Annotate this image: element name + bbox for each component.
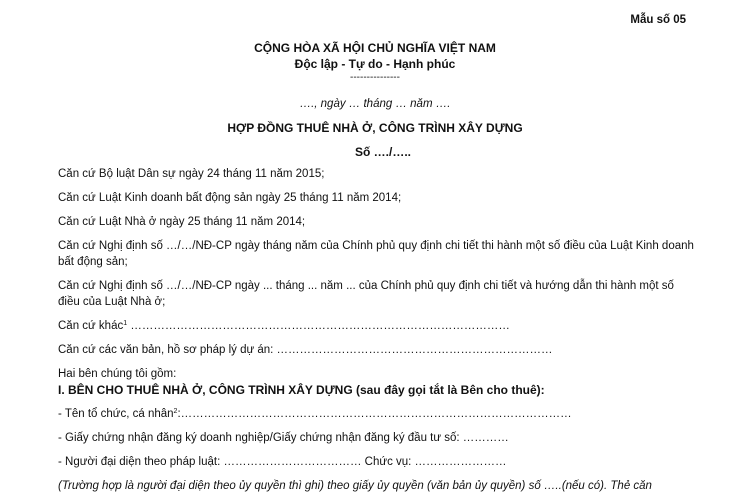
footnote-marker: 2 xyxy=(173,408,178,415)
lessor-organization-label: - Tên tổ chức, cá nhân xyxy=(58,408,174,420)
header-rule: --------------- xyxy=(350,72,400,83)
lessor-certificate: - Giấy chứng nhận đăng ký doanh nghiệp/Giấy chứng nhận đăng ký đầu tư số: ………… xyxy=(58,432,509,444)
basis-civil-code: Căn cứ Bộ luật Dân sự ngày 24 tháng 11 năm 2015; xyxy=(58,168,325,180)
lessor-representative: - Người đại diện theo pháp luật: ……………………………… Chức vụ: …………………… xyxy=(58,456,507,468)
basis-other-label: Căn cứ khác xyxy=(58,320,124,332)
form-code: Mẫu số 05 xyxy=(630,14,686,26)
national-motto: Độc lập - Tự do - Hạnh phúc xyxy=(294,57,456,71)
authorization-note: (Trường hợp là người đại diện theo ủy quyền thì ghi) theo giấy ủy quyền (văn bản ủy quyền) số …..(nếu có). Thẻ căn xyxy=(58,480,652,492)
lessor-organization-dots: :………………………………………………………………………………………… xyxy=(177,408,572,420)
republic-name: CỘNG HÒA XÃ HỘI CHỦ NGHĨA VIỆT NAM xyxy=(254,41,496,55)
footnote-marker: 1 xyxy=(123,320,128,327)
contract-number: Số …./….. xyxy=(354,145,411,159)
parties-intro: Hai bên chúng tôi gồm: xyxy=(58,368,177,380)
basis-other-dots: ……………………………………………………………………………………… xyxy=(130,320,510,332)
basis-other xyxy=(58,318,698,334)
document-body xyxy=(58,166,698,494)
lessor-organization xyxy=(58,406,698,422)
basis-decree-real-estate: Căn cứ Nghị định số …/…/NĐ-CP ngày tháng năm của Chính phủ quy định chi tiết thi hành một số điều của Luật Kinh doanh bất động sản; xyxy=(58,240,694,268)
basis-housing-law: Căn cứ Luật Nhà ở ngày 25 tháng 11 năm 2014; xyxy=(58,216,306,228)
basis-project-documents: Căn cứ các văn bản, hồ sơ pháp lý dự án: ……………………………………………………………… xyxy=(58,344,553,356)
date-line: …., ngày … tháng … năm …. xyxy=(299,98,451,110)
contract-title: HỢP ĐỒNG THUÊ NHÀ Ở, CÔNG TRÌNH XÂY DỰNG xyxy=(227,121,523,135)
basis-decree-housing: Căn cứ Nghị định số …/…/NĐ-CP ngày ... tháng ... năm ... của Chính phủ quy định chi tiết và hướng dẫn thi hành một số điều của Luật Nhà ở; xyxy=(58,280,674,308)
section-lessor-heading: I. BÊN CHO THUÊ NHÀ Ở, CÔNG TRÌNH XÂY DỰNG (sau đây gọi tắt là Bên cho thuê): xyxy=(58,383,545,397)
basis-real-estate-law: Căn cứ Luật Kinh doanh bất động sản ngày 25 tháng 11 năm 2014; xyxy=(58,192,402,204)
